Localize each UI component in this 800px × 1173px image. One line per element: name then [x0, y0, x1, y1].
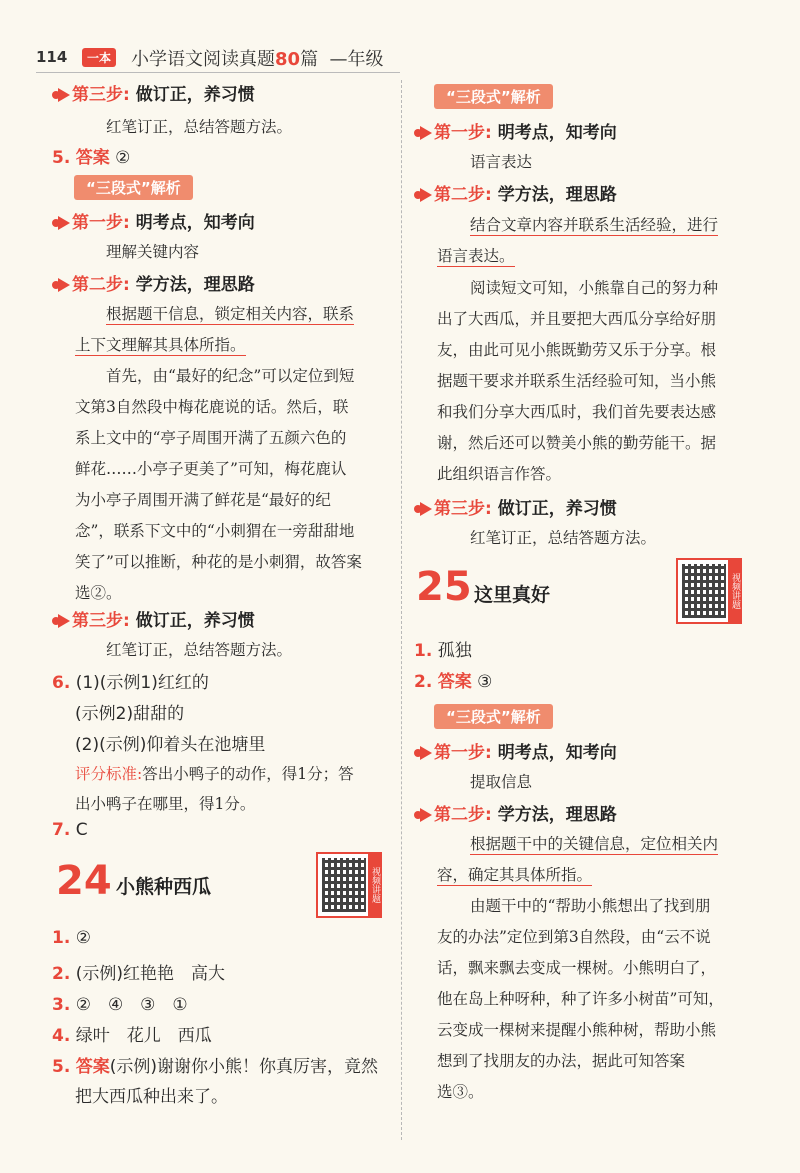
step3-heading — [52, 80, 255, 105]
step3b-body: 红笔订正，总结答题方法。 — [106, 641, 293, 659]
l25-q2 — [414, 667, 492, 692]
explanation-line: 选③。 — [437, 1083, 484, 1101]
qr-code[interactable] — [676, 558, 742, 624]
method-line-2: 上下文理解其具体所指。 — [75, 333, 246, 356]
l24-q1 — [52, 928, 91, 948]
q7-answer — [52, 820, 88, 840]
step-label: 第三步: — [434, 499, 492, 519]
l25-q1 — [414, 636, 472, 661]
lesson-title: 这里真好 — [474, 584, 551, 606]
explanation-line: 为小亭子周围开满了鲜花是“最好的纪 — [75, 491, 331, 509]
answer-label: 答案 — [75, 1057, 110, 1077]
answer-label: 答案 — [75, 148, 110, 168]
answer-value: 孤独 — [437, 641, 472, 661]
question-number: 1. — [414, 641, 433, 661]
analysis-badge: “三段式”解析 — [434, 704, 553, 729]
question-number: 5. — [52, 1057, 71, 1077]
scoring-label: 评分标准: — [75, 765, 143, 783]
scoring-text: 答出小鸭子的动作，得1分；答 — [142, 765, 354, 783]
step1-body: 理解关键内容 — [106, 243, 200, 261]
l24-q4 — [52, 1021, 212, 1046]
explanation-line: 想到了找朋友的办法，据此可知答案 — [437, 1052, 686, 1070]
explanation-line: 他在岛上种呀种，种了许多小树苗”可知， — [437, 990, 724, 1008]
explanation-line: 笑了”可以推断，种花的是小刺猬，故答案 — [75, 553, 362, 571]
l24-q5 — [52, 1052, 378, 1077]
answer-text: (1)(示例1)红红的 — [75, 673, 209, 693]
step-label: 第三步: — [72, 611, 130, 631]
scoring-criteria-2: 出小鸭子在哪里，得1分。 — [75, 795, 256, 813]
question-number: 3. — [52, 995, 71, 1015]
step3-heading — [414, 494, 617, 519]
l24-q2 — [52, 959, 225, 984]
explanation-line: 谢，然后还可以赞美小熊的勤劳能干。据 — [437, 434, 717, 452]
explanation-line: 云变成一棵树来提醒小熊种树，帮助小熊 — [437, 1021, 717, 1039]
step1b-heading — [414, 738, 617, 763]
question-number: 1. — [52, 928, 71, 948]
book-title-number: 80 — [275, 49, 301, 70]
step-text: 学方法，理思路 — [497, 185, 617, 205]
answer-value: ② — [75, 928, 91, 948]
arrow-icon — [58, 278, 70, 292]
l24-q3 — [52, 990, 188, 1015]
step2b-heading — [414, 800, 617, 825]
arrow-icon — [58, 88, 70, 102]
explanation-line: 阅读短文可知，小熊靠自己的努力种 — [470, 279, 719, 297]
step1-heading — [52, 208, 255, 233]
question-number: 5. — [52, 148, 71, 168]
explanation-line: 出了大西瓜，并且要把大西瓜分享给好朋 — [437, 310, 717, 328]
explanation-line: 据题干要求并联系生活经验可知，当小熊 — [437, 372, 717, 390]
brand-logo: 一本 — [82, 48, 116, 67]
step-label: 第二步: — [434, 805, 492, 825]
method-line-1: 根据题干信息，锁定相关内容，联系 — [106, 302, 354, 325]
header-rule — [36, 72, 400, 73]
step-text: 明考点，知考向 — [497, 123, 617, 143]
question-number: 7. — [52, 820, 71, 840]
column-divider — [401, 80, 402, 1140]
book-title-suffix: 篇 — [300, 49, 319, 70]
method-line-1: 根据题干中的关键信息，定位相关内 — [470, 832, 718, 855]
step-label: 第二步: — [72, 275, 130, 295]
step-text: 做订正，养习惯 — [135, 85, 255, 105]
question-number: 6. — [52, 673, 71, 693]
method-line-1: 结合文章内容并联系生活经验，进行 — [470, 213, 718, 236]
analysis-badge: “三段式”解析 — [434, 84, 553, 109]
step-text: 学方法，理思路 — [497, 805, 617, 825]
qr-code[interactable] — [316, 852, 382, 918]
arrow-icon — [58, 216, 70, 230]
explanation-line: 由题干中的“帮助小熊想出了找到朋 — [470, 897, 711, 915]
arrow-icon — [58, 614, 70, 628]
page-header — [36, 44, 776, 70]
arrow-icon — [420, 502, 432, 516]
step3-body: 红笔订正，总结答题方法。 — [470, 529, 657, 547]
step-text: 做订正，养习惯 — [135, 611, 255, 631]
step2-heading — [414, 180, 617, 205]
qr-tag: 视频讲题 — [728, 560, 740, 622]
step-label: 第一步: — [72, 213, 130, 233]
q6-line-3: (2)(示例)仰着头在池塘里 — [75, 735, 266, 755]
scoring-criteria — [75, 762, 354, 784]
answer-value: C — [75, 820, 88, 840]
lesson-number: 25 — [416, 564, 472, 610]
answer-value: 绿叶 花儿 西瓜 — [75, 1026, 212, 1046]
step3b-heading — [52, 606, 255, 631]
step-label: 第三步: — [72, 85, 130, 105]
lesson-number: 24 — [56, 858, 112, 904]
book-title-text: 小学语文阅读真题 — [131, 49, 275, 70]
step-label: 第一步: — [434, 123, 492, 143]
step-text: 明考点，知考向 — [497, 743, 617, 763]
q6-line-2: (示例2)甜甜的 — [75, 704, 185, 724]
question-number: 4. — [52, 1026, 71, 1046]
explanation-line: 话，飘来飘去变成一棵树。小熊明白了， — [437, 959, 717, 977]
qr-tag: 视频讲题 — [368, 854, 380, 916]
book-title — [131, 45, 384, 71]
lesson-title: 小熊种西瓜 — [116, 876, 212, 898]
q5-answer — [52, 143, 130, 168]
step1-heading — [414, 118, 617, 143]
question-number: 2. — [52, 964, 71, 984]
step-text: 做订正，养习惯 — [497, 499, 617, 519]
explanation-line: 友，由此可见小熊既勤劳又乐于分享。根 — [437, 341, 717, 359]
explanation-line: 系上文中的“亭子周围开满了五颜六色的 — [75, 429, 347, 447]
arrow-icon — [420, 808, 432, 822]
qr-code-icon — [682, 564, 726, 618]
explanation-line: 念”，联系下文中的“小刺猬在一旁甜甜地 — [75, 522, 355, 540]
explanation-line: 首先，由“最好的纪念”可以定位到短 — [106, 367, 355, 385]
answer-value: ③ — [477, 672, 493, 692]
explanation-line: 鲜花……小亭子更美了”可知，梅花鹿认 — [75, 460, 347, 478]
step1-body: 语言表达 — [470, 153, 533, 171]
step2-heading — [52, 270, 255, 295]
arrow-icon — [420, 188, 432, 202]
grade-label: —年级 — [329, 49, 384, 70]
answer-value: ② ④ ③ ① — [75, 995, 188, 1015]
explanation-line: 和我们分享大西瓜时，我们首先要表达感 — [437, 403, 717, 421]
step1b-body: 提取信息 — [470, 773, 533, 791]
answer-text: (示例)谢谢你小熊！你真厉害，竟然 — [109, 1057, 378, 1077]
method-line-2: 语言表达。 — [437, 244, 515, 267]
q6-line-1 — [52, 668, 209, 693]
step3-body: 红笔订正，总结答题方法。 — [106, 118, 293, 136]
analysis-badge: “三段式”解析 — [74, 175, 193, 200]
question-number: 2. — [414, 672, 433, 692]
step-text: 明考点，知考向 — [135, 213, 255, 233]
l24-q5-line-2: 把大西瓜种出来了。 — [75, 1087, 228, 1107]
answer-label: 答案 — [437, 672, 472, 692]
step-text: 学方法，理思路 — [135, 275, 255, 295]
answer-value: ② — [115, 148, 131, 168]
explanation-line: 选②。 — [75, 584, 122, 602]
method-line-2: 容，确定其具体所指。 — [437, 863, 592, 886]
page-number: 114 — [36, 48, 68, 66]
qr-code-icon — [322, 858, 366, 912]
step-label: 第一步: — [434, 743, 492, 763]
explanation-line: 此组织语言作答。 — [437, 465, 562, 483]
answer-value: (示例)红艳艳 高大 — [75, 964, 225, 984]
explanation-line: 友的办法”定位到第3自然段，由“云不说 — [437, 928, 711, 946]
explanation-line: 文第3自然段中梅花鹿说的话。然后，联 — [75, 398, 349, 416]
step-label: 第二步: — [434, 185, 492, 205]
arrow-icon — [420, 126, 432, 140]
arrow-icon — [420, 746, 432, 760]
